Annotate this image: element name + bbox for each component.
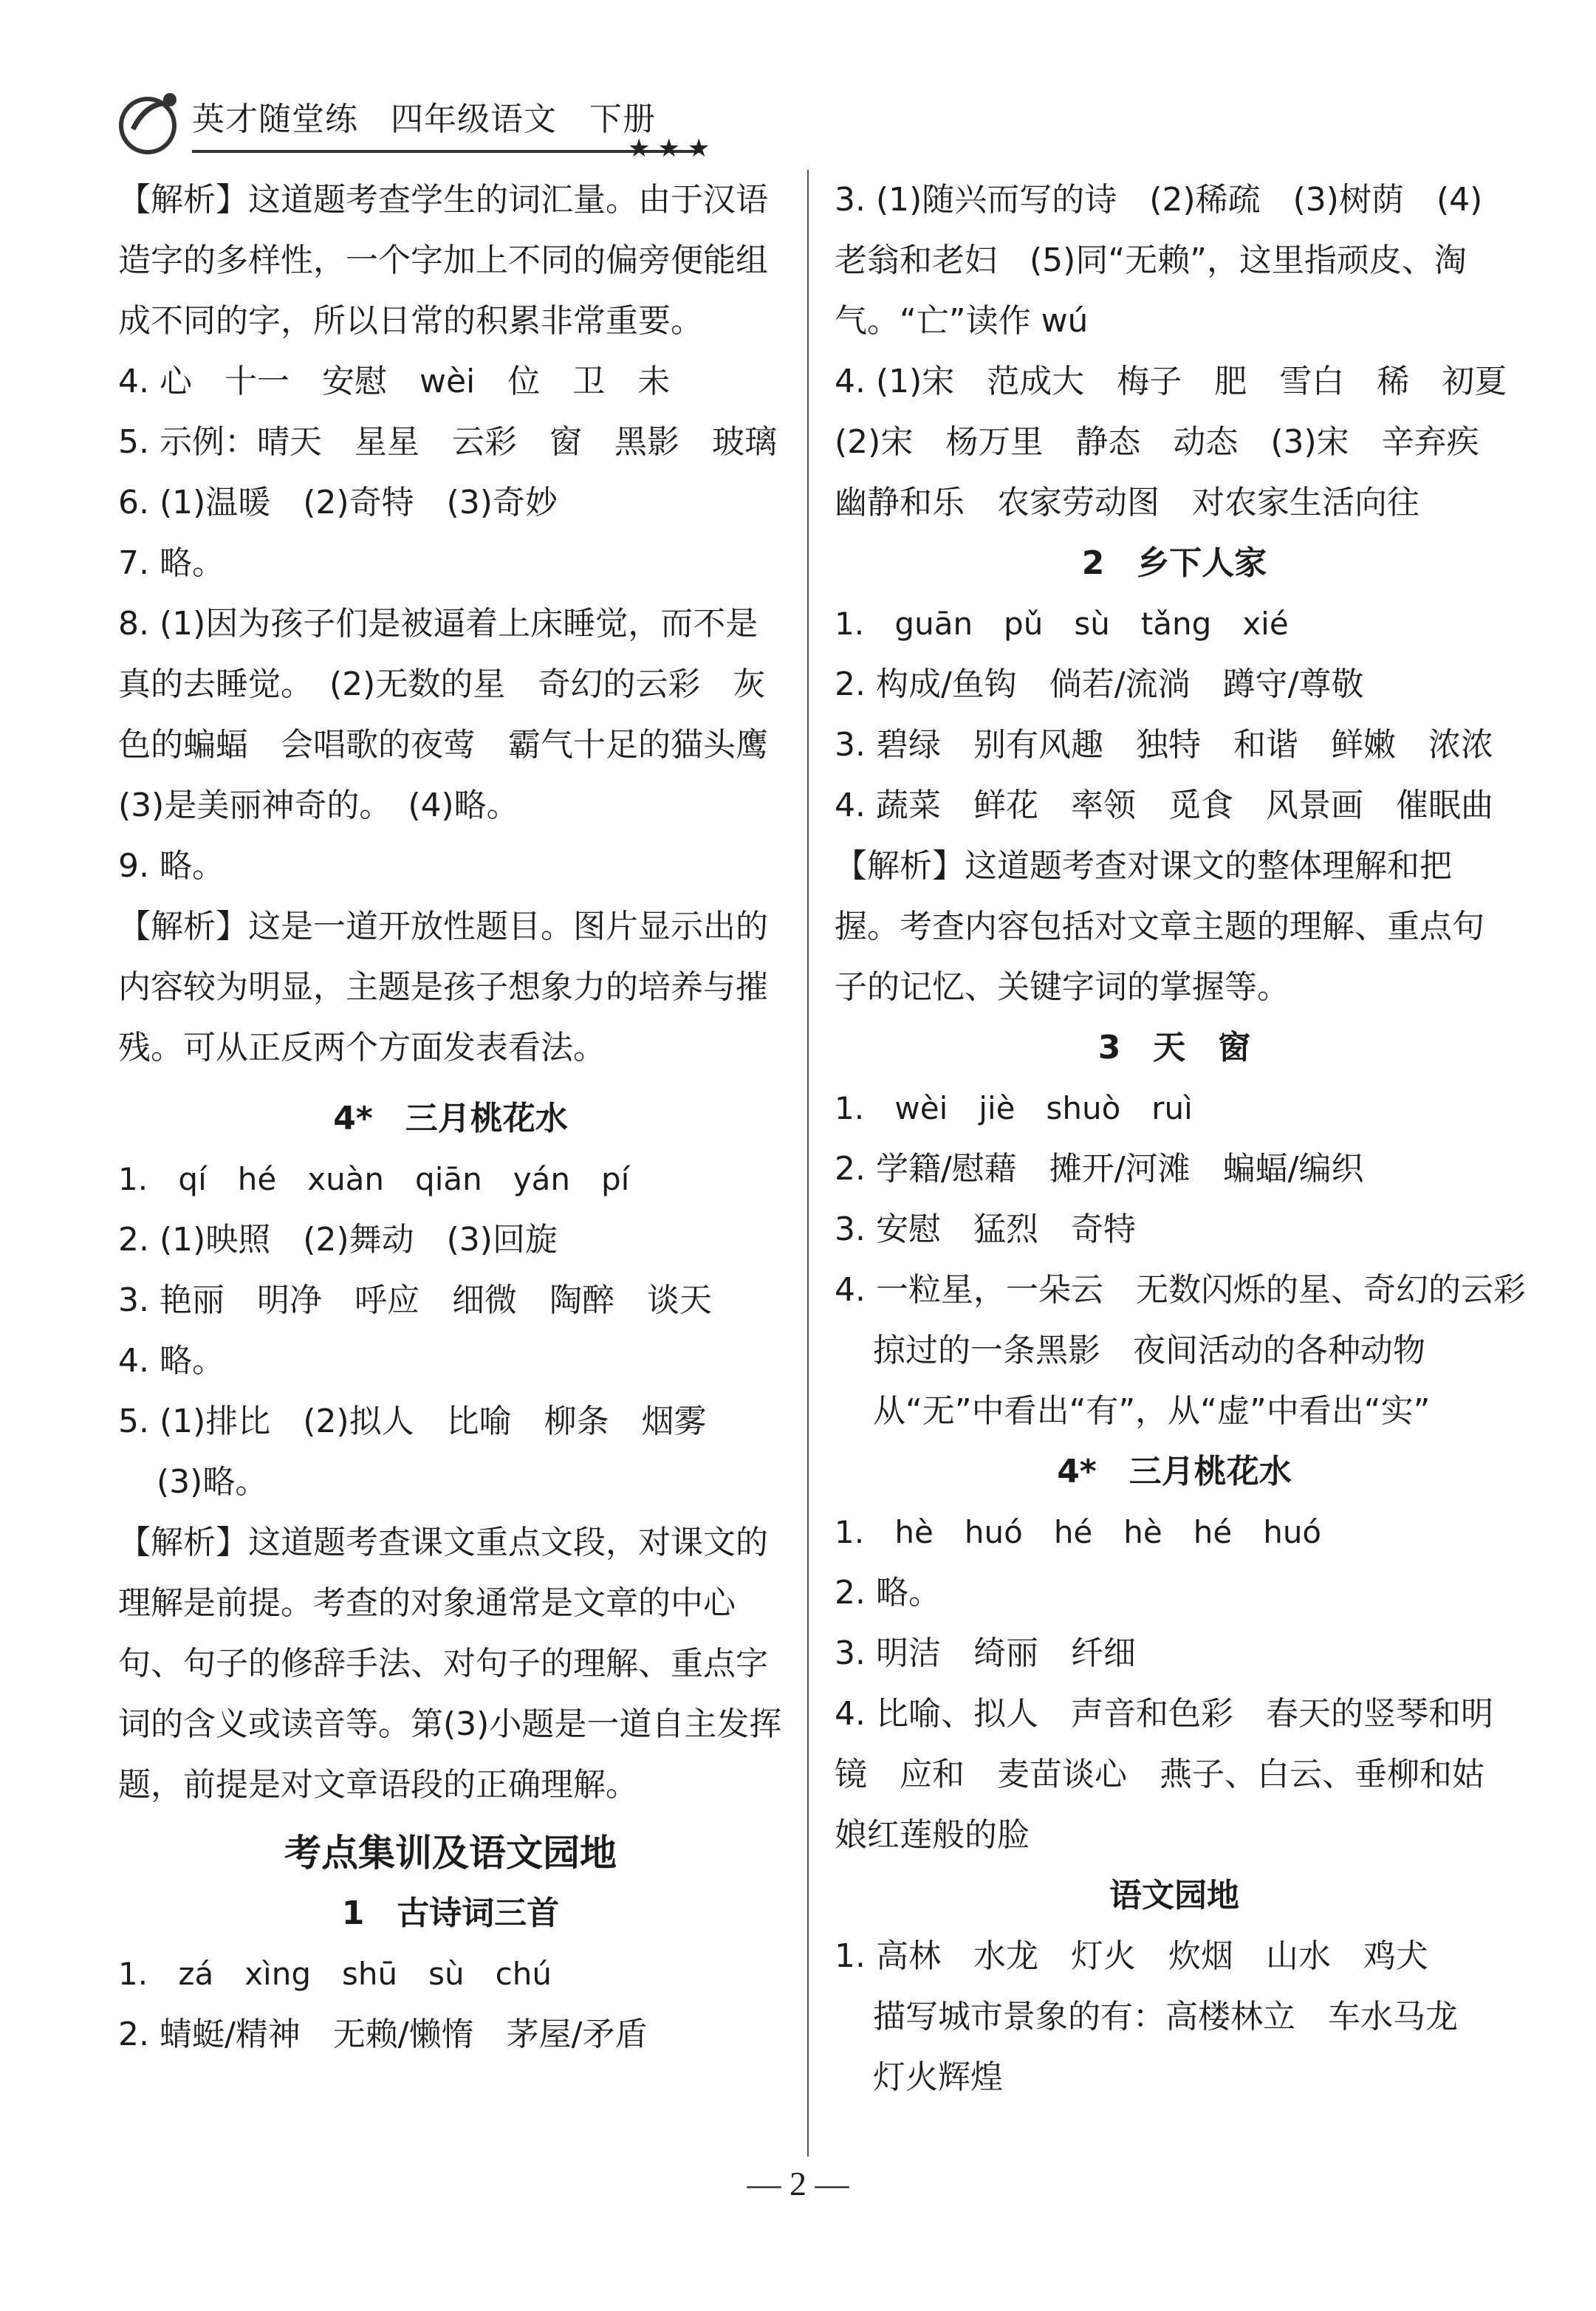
answer-item: 灯火辉煌 — [873, 2058, 1003, 2096]
header-series: 英才随堂练 — [192, 100, 358, 138]
answer-item: 1. wèi jiè shuò ruì — [835, 1090, 1193, 1126]
answer-item: 4. 略。 — [118, 1342, 225, 1380]
page-number: — 2 — — [747, 2165, 849, 2202]
answer-item: 4. 比喻、拟人 声音和色彩 春天的竖琴和明镜 应和 麦苗谈心 燕子、白云、垂柳和姑娘红莲般的脸 — [835, 1695, 1493, 1854]
answer-item: 4. (1)宋 范成大 梅子 肥 雪白 稀 初夏 (2)宋 杨万里 静态 动态 (3)宋 辛弃疾 幽静和乐 农家劳动图 对农家生活向往 — [835, 363, 1540, 521]
answer-item: 5. 示例：晴天 星星 云彩 窗 黑影 玻璃 — [118, 423, 777, 461]
section-title: 语文园地 — [1109, 1877, 1239, 1914]
answer-item: 3. 艳丽 明净 呼应 细微 陶醉 谈天 — [118, 1281, 712, 1319]
answer-item: 4. 一粒星，一朵云 无数闪烁的星、奇幻的云彩 — [835, 1271, 1526, 1309]
header-volume: 下册 — [589, 100, 656, 138]
section-heading: 考点集训及语文园地 — [284, 1832, 617, 1875]
answer-item: 掠过的一条黑影 夜间活动的各种动物 — [873, 1332, 1425, 1369]
answer-item: 2. (1)映照 (2)舞动 (3)回旋 — [118, 1221, 558, 1259]
column-divider — [807, 170, 809, 2157]
publisher-logo-icon — [111, 85, 185, 159]
left-column — [118, 170, 801, 2065]
answer-item: 2. 略。 — [835, 1574, 941, 1612]
header-rule — [192, 150, 702, 153]
answer-item: 8. (1)因为孩子们是被逼着上床睡觉，而不是真的去睡觉。 (2)无数的星 奇幻的云彩 灰色的蝙蝠 会唱歌的夜莺 霸气十足的猫头鹰 (3)是美丽神奇的。 (4)略。 — [118, 605, 801, 824]
analysis-text: 【解析】这道题考查学生的词汇量。由于汉语造字的多样性，一个字加上不同的偏旁便能组成不同的字，所以日常的积累非常重要。 — [118, 181, 768, 340]
section-title: 2 乡下人家 — [1081, 544, 1267, 582]
answer-item: 从“无”中看出“有”，从“虚”中看出“实” — [873, 1392, 1431, 1430]
answer-item: 3. 碧绿 别有风趣 独特 和谐 鲜嫩 浓浓 — [835, 726, 1493, 764]
section-title: 4* 三月桃花水 — [333, 1100, 568, 1137]
answer-item: 1. 高林 水龙 灯火 炊烟 山水 鸡犬 — [835, 1937, 1428, 1975]
answer-item: 1. qí hé xuàn qiān yán pí — [118, 1161, 630, 1197]
section-title: 1 古诗词三首 — [341, 1894, 560, 1932]
answer-item: 描写城市景象的有：高楼林立 车水马龙 — [873, 1998, 1458, 2036]
analysis-text: 【解析】这道题考查对课文的整体理解和把握。考查内容包括对文章主题的理解、重点句子的记忆、关键字词的掌握等。 — [835, 847, 1484, 1006]
answer-item: 1. guān pǔ sù tǎng xié — [835, 606, 1289, 642]
answer-item: 4. 心 十一 安慰 wèi 位 卫 未 — [118, 363, 671, 400]
answer-item: 2. 学籍/慰藉 摊开/河滩 蝙蝠/编织 — [835, 1150, 1364, 1188]
answer-item: 4. 蔬菜 鲜花 率领 觅食 风景画 催眠曲 — [835, 787, 1493, 824]
star-icon: ★★★ — [628, 134, 718, 163]
answer-item: (3)略。 — [157, 1463, 268, 1501]
analysis-text: 【解析】这是一道开放性题目。图片显示出的内容较为明显，主题是孩子想象力的培养与摧残。可从正反两个方面发表看法。 — [118, 908, 768, 1067]
section-title: 4* 三月桃花水 — [1057, 1453, 1292, 1490]
answer-item: 1. zá xìng shū sù chú — [118, 1956, 552, 1992]
answer-item: 6. (1)温暖 (2)奇特 (3)奇妙 — [118, 484, 558, 521]
answer-item: 2. 构成/鱼钩 倘若/流淌 蹲守/尊敬 — [835, 665, 1364, 703]
right-column — [835, 170, 1540, 2108]
page-header — [111, 78, 718, 166]
analysis-text: 【解析】这道题考查课文重点文段，对课文的理解是前提。考查的对象通常是文章的中心句、句子的修辞手法、对句子的理解、重点字词的含义或读音等。第(3)小题是一道自主发挥题，前提是对文章语段的正确理解。 — [118, 1524, 782, 1804]
answer-item: 9. 略。 — [118, 847, 225, 885]
answer-item: 1. hè huó hé hè hé huó — [835, 1514, 1322, 1550]
section-title: 3 天 窗 — [1097, 1029, 1251, 1067]
answer-item: 3. 安慰 猛烈 奇特 — [835, 1211, 1136, 1248]
answer-item: 3. (1)随兴而写的诗 (2)稀疏 (3)树荫 (4)老翁和老妇 (5)同“无赖”，这里指顽皮、淘气。“亡”读作 wú — [835, 181, 1483, 340]
answer-item: 3. 明洁 绮丽 纤细 — [835, 1634, 1136, 1672]
answer-item: 5. (1)排比 (2)拟人 比喻 柳条 烟雾 — [118, 1403, 707, 1440]
header-title — [192, 92, 688, 140]
answer-item: 2. 蜻蜓/精神 无赖/懒惰 茅屋/矛盾 — [118, 2016, 648, 2053]
answer-item: 7. 略。 — [118, 544, 225, 582]
header-grade: 四年级语文 — [391, 100, 557, 138]
